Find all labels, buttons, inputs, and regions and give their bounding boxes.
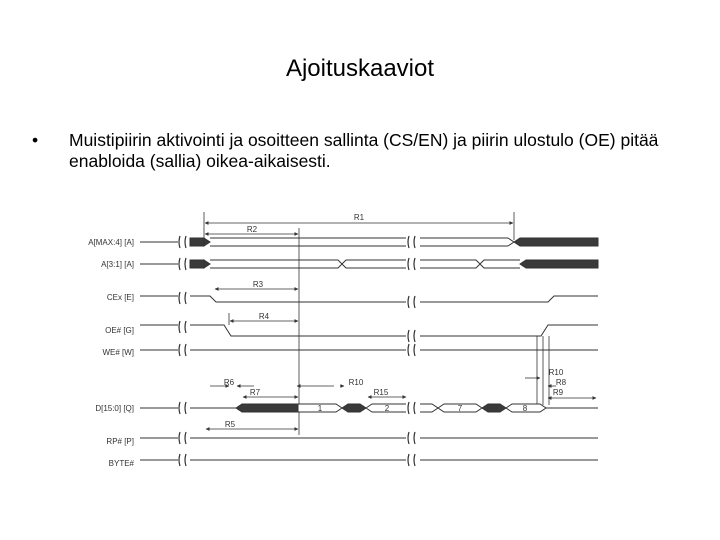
timing-label-r5: R5 <box>224 420 236 429</box>
timing-label-r2: R2 <box>246 225 258 234</box>
signal-label-a-max4: A[MAX:4] [A] <box>88 238 134 247</box>
signal-label-byte: BYTE# <box>108 459 134 468</box>
bullet-text: Muistipiirin aktivointi ja osoitteen sallinta (CS/EN) ja piirin ulostulo (OE) pitää enabloida (sallia) oikea-aikaisesti. <box>69 130 659 171</box>
timing-label-r3: R3 <box>252 280 264 289</box>
waveform-a-max4 <box>140 238 598 246</box>
waveform-a3-1 <box>140 260 598 268</box>
timing-arrows-single <box>210 378 556 386</box>
timing-label-r9: R9 <box>552 388 564 397</box>
waveform-oe <box>140 325 598 336</box>
timing-label-r4: R4 <box>258 312 270 321</box>
timing-label-r1: R1 <box>353 213 365 222</box>
signal-label-rp: RP# [P] <box>106 437 134 446</box>
signal-label-we: WE# [W] <box>102 348 134 357</box>
signal-label-oe: OE# [G] <box>105 326 134 335</box>
timing-label-r10: R10 <box>348 378 364 387</box>
data-word-2: 2 <box>384 404 390 413</box>
waveform-cex <box>140 296 598 302</box>
slide-title: Ajoituskaaviot <box>285 55 435 82</box>
bullet-dot: • <box>32 130 39 150</box>
timing-label-r7: R7 <box>249 388 261 397</box>
timing-label-r8: R8 <box>555 378 567 387</box>
signal-label-d15-0: D[15:0] [Q] <box>95 404 134 413</box>
signal-label-a3-1: A[3:1] [A] <box>101 260 134 269</box>
timing-label-r10-end: R10 <box>548 368 564 377</box>
timing-label-r15: R15 <box>373 388 389 397</box>
signal-label-cex: CEx [E] <box>106 293 134 302</box>
data-word-7: 7 <box>457 404 463 413</box>
data-word-1: 1 <box>317 404 323 413</box>
time-break-markers <box>179 236 415 466</box>
timing-label-r6: R6 <box>223 378 235 387</box>
waveform-d15-0 <box>140 404 598 412</box>
data-word-8: 8 <box>522 404 528 413</box>
